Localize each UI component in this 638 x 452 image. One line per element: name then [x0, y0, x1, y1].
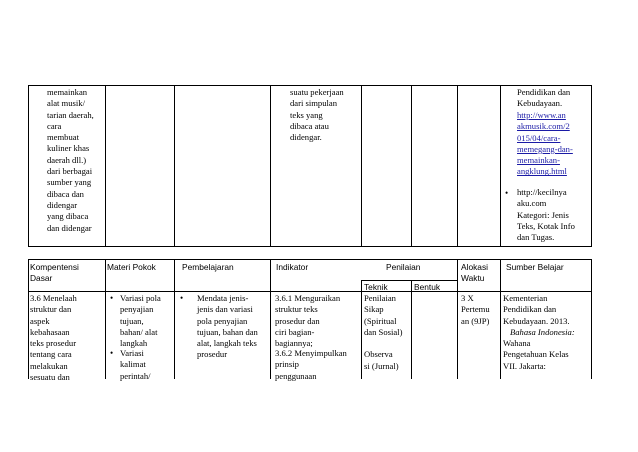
- row-indikator-1: 3.6.1 Menguraikan struktur teks prosedur dan ciri bagian- bagiannya;: [275, 293, 341, 349]
- top-sources-link[interactable]: http://www.an akmusik.com/2 015/04/cara- memegang-dan- memainkan- angklung.html: [517, 110, 573, 177]
- bullet-icon: •: [110, 348, 114, 358]
- bottom-col-line: [591, 259, 592, 379]
- row-sumber-1: Kementerian Pendidikan dan Kebudayaan. 2013.: [503, 293, 570, 326]
- top-col-line: [457, 85, 458, 247]
- header-bentuk: Bentuk: [414, 282, 441, 292]
- row-indikator-2: 3.6.2 Menyimpulkan prinsip penggunaan: [275, 348, 347, 381]
- top-col-line: [105, 85, 106, 247]
- bottom-col-line: [500, 259, 501, 379]
- top-col-line: [361, 85, 362, 247]
- row-teknik: Penilaian Sikap (Spiritual dan Sosial) Observa si (Jurnal): [364, 293, 403, 371]
- top-col-line: [270, 85, 271, 247]
- row-sumber-3: Wahana Pengetahuan Kelas VII. Jakarta:: [503, 338, 569, 371]
- top-col-line: [411, 85, 412, 247]
- top-table-top-border: [28, 85, 592, 86]
- header-materi-pokok: Materi Pokok: [107, 262, 156, 272]
- top-indikator-text: suatu pekerjaan dari simpulan teks yang dibaca atau didengar.: [290, 87, 344, 143]
- bottom-col-line: [457, 259, 458, 379]
- header-pembelajaran: Pembelajaran: [182, 262, 234, 272]
- top-col-line: [591, 85, 592, 247]
- top-sources-bullet-text: http://kecilnya aku.com Kategori: Jenis Teks, Kotak Info dan Tugas.: [517, 187, 575, 243]
- bottom-col-line: [270, 259, 271, 379]
- top-table-bottom-border: [28, 246, 592, 247]
- header-penilaian: Penilaian: [386, 262, 421, 272]
- header-indikator: Indikator: [276, 262, 309, 272]
- bottom-table-top-border: [28, 259, 592, 260]
- row-materi-1: Variasi pola penyajian tujuan, bahan/ alat langkah: [120, 293, 161, 349]
- subheader-line: [361, 280, 457, 281]
- row-alokasi: 3 X Pertemu an (9JP): [461, 293, 490, 326]
- bottom-col-line: [28, 259, 29, 379]
- bullet-icon: •: [505, 188, 509, 198]
- top-col-line: [174, 85, 175, 247]
- header-bottom-line: [28, 291, 592, 292]
- top-col-line: [500, 85, 501, 247]
- bottom-col-line: [105, 259, 106, 379]
- header-sumber-belajar: Sumber Belajar: [506, 262, 564, 272]
- bottom-col-line: [411, 280, 412, 379]
- bottom-col-line: [361, 280, 362, 379]
- header-teknik: Teknik: [364, 282, 388, 292]
- row-pembelajaran: Mendata jenis- jenis dan variasi pola penyajian tujuan, bahan dan alat, langkah teks prosedur: [197, 293, 258, 360]
- row-kd-text: 3.6 Menelaah struktur dan aspek kebahasaan teks prosedur tentang cara melakukan sesuatu dan: [30, 293, 77, 383]
- row-sumber-2: Bahasa Indonesia:: [510, 327, 575, 337]
- top-kd-text: memainkan alat musik/ tarian daerah, cara membuat kuliner khas daerah dll.) dari berbagai sumber yang dibaca dan didengar yang dibaca dan didengar: [47, 87, 94, 233]
- header-kompetensi-dasar: Kompentensi Dasar: [30, 262, 79, 283]
- top-sources-text: Pendidikan dan Kebudayaan.: [517, 87, 571, 109]
- bottom-col-line: [174, 259, 175, 379]
- bullet-icon: •: [180, 293, 184, 303]
- top-col-line: [28, 85, 29, 247]
- header-alokasi-waktu: Alokasi Waktu: [461, 262, 488, 283]
- bullet-icon: •: [110, 293, 114, 303]
- row-materi-2: Variasi kalimat perintah/: [120, 348, 151, 381]
